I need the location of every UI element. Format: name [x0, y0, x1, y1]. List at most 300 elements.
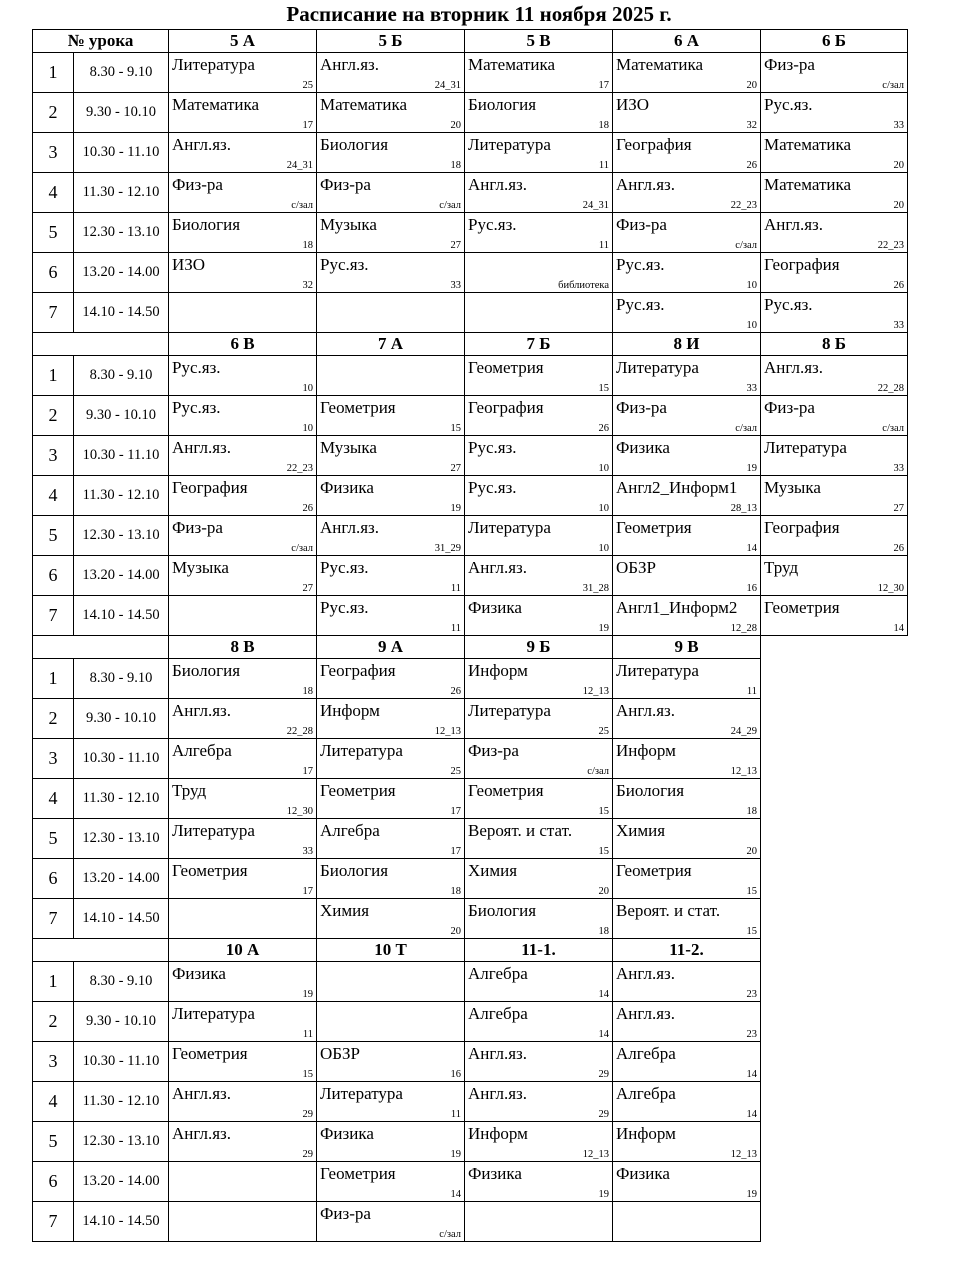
- room-number: 24_31: [434, 80, 461, 91]
- page-title: Расписание на вторник 11 ноября 2025 г.: [286, 2, 672, 26]
- room-number: 18: [450, 160, 461, 171]
- room-number: 27: [450, 463, 461, 474]
- table-row: [33, 1162, 908, 1202]
- schedule-cell: [317, 93, 465, 133]
- schedule-cell: [465, 596, 613, 636]
- room-number: 26: [598, 423, 609, 434]
- class-header-row: [33, 333, 908, 356]
- room-number: 25: [302, 80, 313, 91]
- subject-name: Биология: [320, 135, 389, 154]
- subject-name: Алгебра: [616, 1044, 676, 1063]
- subject-name: Информ: [616, 1124, 676, 1143]
- lesson-number: 1: [33, 659, 74, 699]
- schedule-cell: [613, 899, 761, 939]
- subject-name: Геометрия: [320, 1164, 396, 1183]
- subject-name: Англ.яз.: [616, 964, 676, 983]
- lesson-time: 8.30 - 9.10: [74, 356, 169, 396]
- subject-name: Биология: [320, 861, 389, 880]
- room-number: 20: [450, 926, 461, 937]
- schedule-cell: [317, 556, 465, 596]
- room-number: 10: [746, 280, 757, 291]
- table-row: [33, 859, 908, 899]
- schedule-cell: [613, 699, 761, 739]
- table-row: [33, 436, 908, 476]
- class-header-row: [33, 30, 908, 53]
- room-number: с/зал: [439, 200, 461, 211]
- schedule-cell: [465, 1122, 613, 1162]
- schedule-cell: [613, 659, 761, 699]
- schedule-cell: [169, 556, 317, 596]
- subject-name: География: [764, 518, 840, 537]
- schedule-cell: [317, 356, 465, 396]
- lesson-number: 7: [33, 293, 74, 333]
- room-number: 29: [302, 1109, 313, 1120]
- schedule-cell: [761, 133, 908, 173]
- schedule-cell: [465, 293, 613, 333]
- subject-name: Физ-ра: [616, 215, 667, 234]
- room-number: 33: [746, 383, 757, 394]
- subject-name: Геометрия: [468, 781, 544, 800]
- subject-name: Рус.яз.: [616, 255, 665, 274]
- header-spacer: [33, 939, 169, 962]
- schedule-cell: [317, 596, 465, 636]
- table-row: [33, 699, 908, 739]
- subject-name: Англ.яз.: [320, 55, 380, 74]
- schedule-cell: [761, 436, 908, 476]
- subject-name: Литература: [172, 55, 255, 74]
- room-number: 10: [302, 423, 313, 434]
- room-number: 19: [302, 989, 313, 1000]
- room-number: 10: [598, 503, 609, 514]
- schedule-cell: [169, 699, 317, 739]
- subject-name: Литература: [616, 358, 699, 377]
- subject-name: Рус.яз.: [172, 398, 221, 417]
- room-number: 15: [746, 886, 757, 897]
- schedule-cell: [465, 819, 613, 859]
- class-name: 8 И: [613, 333, 761, 356]
- lesson-time: 9.30 - 10.10: [74, 396, 169, 436]
- room-number: 20: [450, 120, 461, 131]
- subject-name: Литература: [320, 741, 403, 760]
- lesson-number: 6: [33, 556, 74, 596]
- room-number: 11: [450, 583, 461, 594]
- subject-name: ИЗО: [616, 95, 650, 114]
- room-number: 12_13: [730, 766, 757, 777]
- lesson-time: 11.30 - 12.10: [74, 1082, 169, 1122]
- lesson-time: 12.30 - 13.10: [74, 516, 169, 556]
- room-number: с/зал: [587, 766, 609, 777]
- table-row: [33, 962, 908, 1002]
- room-number: 16: [450, 1069, 461, 1080]
- room-number: 31_29: [434, 543, 461, 554]
- room-number: 22_28: [286, 726, 313, 737]
- lesson-number: 3: [33, 739, 74, 779]
- lesson-time: 13.20 - 14.00: [74, 253, 169, 293]
- schedule-cell: [761, 596, 908, 636]
- schedule-cell: [465, 1162, 613, 1202]
- room-number: 22_23: [286, 463, 313, 474]
- table-row: [33, 596, 908, 636]
- subject-name: Вероят. и стат.: [616, 901, 721, 920]
- subject-name: География: [320, 661, 396, 680]
- table-row: [33, 1202, 908, 1242]
- room-number: 15: [302, 1069, 313, 1080]
- subject-name: Рус.яз.: [468, 215, 517, 234]
- room-number: 19: [598, 623, 609, 634]
- lesson-time: 13.20 - 14.00: [74, 556, 169, 596]
- class-name: 6 В: [169, 333, 317, 356]
- room-number: 33: [893, 120, 904, 131]
- schedule-cell: [613, 596, 761, 636]
- schedule-cell: [613, 436, 761, 476]
- schedule-cell: [169, 213, 317, 253]
- room-number: 22_23: [877, 240, 904, 251]
- room-number: с/зал: [439, 1229, 461, 1240]
- subject-name: Информ: [468, 1124, 528, 1143]
- schedule-cell: [169, 1202, 317, 1242]
- schedule-cell: [761, 173, 908, 213]
- room-number: 20: [746, 80, 757, 91]
- table-row: [33, 133, 908, 173]
- schedule-cell: [761, 556, 908, 596]
- lesson-time: 13.20 - 14.00: [74, 859, 169, 899]
- schedule-cell: [465, 1082, 613, 1122]
- room-number: 18: [450, 886, 461, 897]
- lesson-time: 10.30 - 11.10: [74, 133, 169, 173]
- lesson-time: 10.30 - 11.10: [74, 436, 169, 476]
- lesson-number: 1: [33, 53, 74, 93]
- subject-name: Англ.яз.: [764, 215, 824, 234]
- subject-name: Геометрия: [172, 861, 248, 880]
- subject-name: Геометрия: [764, 598, 840, 617]
- subject-name: Математика: [172, 95, 260, 114]
- schedule-cell: [169, 596, 317, 636]
- subject-name: Биология: [468, 901, 537, 920]
- schedule-cell: [613, 1082, 761, 1122]
- empty-cell: [761, 1002, 908, 1042]
- schedule-cell: [761, 93, 908, 133]
- subject-name: Англ.яз.: [468, 558, 528, 577]
- schedule-cell: [169, 1162, 317, 1202]
- schedule-cell: [465, 962, 613, 1002]
- room-number: 26: [450, 686, 461, 697]
- subject-name: Алгебра: [468, 1004, 528, 1023]
- schedule-cell: [317, 1122, 465, 1162]
- lesson-time: 9.30 - 10.10: [74, 1002, 169, 1042]
- lesson-number: 2: [33, 396, 74, 436]
- schedule-cell: [761, 356, 908, 396]
- class-name: 6 Б: [761, 30, 908, 53]
- schedule-cell: [317, 213, 465, 253]
- class-name: 5 А: [169, 30, 317, 53]
- empty-cell: [761, 819, 908, 859]
- schedule-cell: [613, 779, 761, 819]
- empty-cell: [761, 1122, 908, 1162]
- room-number: 19: [450, 1149, 461, 1160]
- room-number: 33: [893, 463, 904, 474]
- room-number: 19: [746, 463, 757, 474]
- room-number: 10: [598, 543, 609, 554]
- subject-name: Рус.яз.: [616, 295, 665, 314]
- schedule-cell: [613, 1162, 761, 1202]
- subject-name: Математика: [764, 135, 852, 154]
- subject-name: Англ.яз.: [320, 518, 380, 537]
- empty-cell: [761, 659, 908, 699]
- room-number: 33: [893, 320, 904, 331]
- subject-name: Алгебра: [320, 821, 380, 840]
- subject-name: Литература: [172, 1004, 255, 1023]
- room-number: с/зал: [735, 240, 757, 251]
- room-number: 18: [598, 120, 609, 131]
- schedule-cell: [613, 356, 761, 396]
- empty-cell: [761, 636, 908, 659]
- table-row: [33, 53, 908, 93]
- room-number: 27: [450, 240, 461, 251]
- lesson-number: 1: [33, 356, 74, 396]
- room-number: 14: [746, 543, 757, 554]
- schedule-cell: [613, 556, 761, 596]
- class-header-row: [33, 939, 908, 962]
- empty-cell: [761, 1082, 908, 1122]
- subject-name: Литература: [172, 821, 255, 840]
- subject-name: Физика: [616, 1164, 670, 1183]
- schedule-cell: [317, 293, 465, 333]
- subject-name: Физика: [616, 438, 670, 457]
- schedule-cell: [465, 699, 613, 739]
- room-number: 29: [598, 1109, 609, 1120]
- table-row: [33, 1002, 908, 1042]
- table-row: [33, 556, 908, 596]
- room-number: 14: [598, 1029, 609, 1040]
- room-number: 11: [598, 160, 609, 171]
- schedule-cell: [761, 53, 908, 93]
- room-number: 26: [746, 160, 757, 171]
- lesson-number: 4: [33, 476, 74, 516]
- subject-name: География: [172, 478, 248, 497]
- subject-name: Биология: [468, 95, 537, 114]
- subject-name: Англ.яз.: [764, 358, 824, 377]
- subject-name: Алгебра: [172, 741, 232, 760]
- schedule-cell: [761, 476, 908, 516]
- schedule-cell: [169, 859, 317, 899]
- room-number: 27: [302, 583, 313, 594]
- schedule-cell: [465, 396, 613, 436]
- schedule-cell: [317, 1002, 465, 1042]
- room-number: 29: [598, 1069, 609, 1080]
- class-header-row: [33, 636, 908, 659]
- subject-name: Физ-ра: [764, 398, 815, 417]
- subject-name: Химия: [616, 821, 666, 840]
- empty-cell: [761, 899, 908, 939]
- room-number: 25: [598, 726, 609, 737]
- schedule-cell: [465, 213, 613, 253]
- subject-name: Англ.яз.: [616, 701, 676, 720]
- subject-name: Математика: [320, 95, 408, 114]
- lesson-time: 12.30 - 13.10: [74, 819, 169, 859]
- empty-cell: [761, 1202, 908, 1242]
- subject-name: Англ.яз.: [172, 701, 232, 720]
- subject-name: Биология: [172, 661, 241, 680]
- room-number: 12_28: [730, 623, 757, 634]
- schedule-cell: [317, 659, 465, 699]
- subject-name: Физ-ра: [172, 175, 223, 194]
- schedule-cell: [465, 1002, 613, 1042]
- subject-name: Англ.яз.: [468, 175, 528, 194]
- subject-name: Физ-ра: [616, 398, 667, 417]
- subject-name: Геометрия: [320, 781, 396, 800]
- room-number: 14: [450, 1189, 461, 1200]
- room-number: 11: [302, 1029, 313, 1040]
- schedule-cell: [317, 396, 465, 436]
- schedule-cell: [317, 173, 465, 213]
- subject-name: ОБЗР: [320, 1044, 361, 1063]
- subject-name: Англ.яз.: [468, 1044, 528, 1063]
- class-name: 11-2.: [613, 939, 761, 962]
- table-row: [33, 779, 908, 819]
- lesson-time: 8.30 - 9.10: [74, 53, 169, 93]
- schedule-cell: [169, 396, 317, 436]
- schedule-cell: [761, 213, 908, 253]
- schedule-cell: [613, 1122, 761, 1162]
- lesson-number: 2: [33, 699, 74, 739]
- room-number: 32: [302, 280, 313, 291]
- class-name: 5 Б: [317, 30, 465, 53]
- subject-name: Литература: [468, 518, 551, 537]
- schedule-cell: [465, 53, 613, 93]
- room-number: 14: [893, 623, 904, 634]
- schedule-cell: [465, 556, 613, 596]
- lesson-number-header: № урока: [33, 30, 169, 53]
- schedule-cell: [761, 516, 908, 556]
- room-number: библиотека: [558, 280, 609, 291]
- schedule-cell: [317, 1202, 465, 1242]
- room-number: 10: [302, 383, 313, 394]
- schedule-cell: [169, 93, 317, 133]
- schedule-cell: [761, 396, 908, 436]
- room-number: с/зал: [882, 423, 904, 434]
- subject-name: Англ.яз.: [172, 438, 232, 457]
- empty-cell: [761, 699, 908, 739]
- lesson-number: 7: [33, 1202, 74, 1242]
- room-number: 23: [746, 989, 757, 1000]
- room-number: 12_13: [730, 1149, 757, 1160]
- lesson-time: 10.30 - 11.10: [74, 739, 169, 779]
- room-number: 17: [450, 846, 461, 857]
- schedule-cell: [169, 739, 317, 779]
- schedule-cell: [613, 213, 761, 253]
- schedule-cell: [465, 356, 613, 396]
- table-row: [33, 659, 908, 699]
- lesson-time: 13.20 - 14.00: [74, 1162, 169, 1202]
- room-number: 20: [598, 886, 609, 897]
- schedule-cell: [613, 53, 761, 93]
- lesson-time: 9.30 - 10.10: [74, 93, 169, 133]
- class-name: 8 Б: [761, 333, 908, 356]
- schedule-cell: [613, 819, 761, 859]
- subject-name: Геометрия: [616, 861, 692, 880]
- schedule-cell: [465, 93, 613, 133]
- room-number: 26: [893, 280, 904, 291]
- lesson-number: 1: [33, 962, 74, 1002]
- class-name: 7 Б: [465, 333, 613, 356]
- schedule-cell: [169, 133, 317, 173]
- schedule-cell: [613, 476, 761, 516]
- subject-name: Физ-ра: [320, 175, 371, 194]
- room-number: 31_28: [582, 583, 609, 594]
- schedule-cell: [465, 476, 613, 516]
- table-row: [33, 1042, 908, 1082]
- subject-name: Биология: [172, 215, 241, 234]
- empty-cell: [761, 962, 908, 1002]
- subject-name: ИЗО: [172, 255, 206, 274]
- lesson-time: 12.30 - 13.10: [74, 1122, 169, 1162]
- subject-name: ОБЗР: [616, 558, 657, 577]
- room-number: 27: [893, 503, 904, 514]
- room-number: 20: [893, 160, 904, 171]
- subject-name: Геометрия: [616, 518, 692, 537]
- subject-name: Англ2_Информ1: [616, 478, 738, 497]
- schedule-cell: [613, 1002, 761, 1042]
- schedule-cell: [613, 739, 761, 779]
- schedule-cell: [169, 962, 317, 1002]
- schedule-cell: [317, 962, 465, 1002]
- subject-name: Англ.яз.: [172, 1084, 232, 1103]
- room-number: 14: [598, 989, 609, 1000]
- room-number: 20: [746, 846, 757, 857]
- schedule-cell: [465, 133, 613, 173]
- subject-name: Рус.яз.: [468, 478, 517, 497]
- schedule-cell: [317, 133, 465, 173]
- schedule-cell: [465, 436, 613, 476]
- lesson-number: 5: [33, 213, 74, 253]
- lesson-number: 2: [33, 93, 74, 133]
- table-row: [33, 739, 908, 779]
- lesson-number: 6: [33, 1162, 74, 1202]
- lesson-number: 3: [33, 436, 74, 476]
- schedule-cell: [169, 659, 317, 699]
- schedule-cell: [317, 516, 465, 556]
- room-number: 15: [598, 383, 609, 394]
- subject-name: География: [764, 255, 840, 274]
- schedule-cell: [465, 1202, 613, 1242]
- schedule-cell: [317, 253, 465, 293]
- room-number: 18: [746, 806, 757, 817]
- lesson-time: 10.30 - 11.10: [74, 1042, 169, 1082]
- room-number: с/зал: [882, 80, 904, 91]
- room-number: 15: [746, 926, 757, 937]
- schedule-cell: [465, 1042, 613, 1082]
- schedule-cell: [465, 516, 613, 556]
- room-number: 12_13: [582, 686, 609, 697]
- table-row: [33, 516, 908, 556]
- subject-name: Музыка: [320, 215, 377, 234]
- empty-cell: [761, 1042, 908, 1082]
- subject-name: Рус.яз.: [172, 358, 221, 377]
- subject-name: Физ-ра: [172, 518, 223, 537]
- table-row: [33, 253, 908, 293]
- subject-name: Физика: [320, 1124, 374, 1143]
- room-number: 12_30: [286, 806, 313, 817]
- schedule-cell: [317, 1042, 465, 1082]
- subject-name: Алгебра: [616, 1084, 676, 1103]
- schedule-cell: [761, 253, 908, 293]
- schedule-cell: [613, 1202, 761, 1242]
- schedule-cell: [169, 779, 317, 819]
- subject-name: Рус.яз.: [320, 255, 369, 274]
- schedule-cell: [169, 356, 317, 396]
- room-number: 20: [893, 200, 904, 211]
- subject-name: Литература: [468, 701, 551, 720]
